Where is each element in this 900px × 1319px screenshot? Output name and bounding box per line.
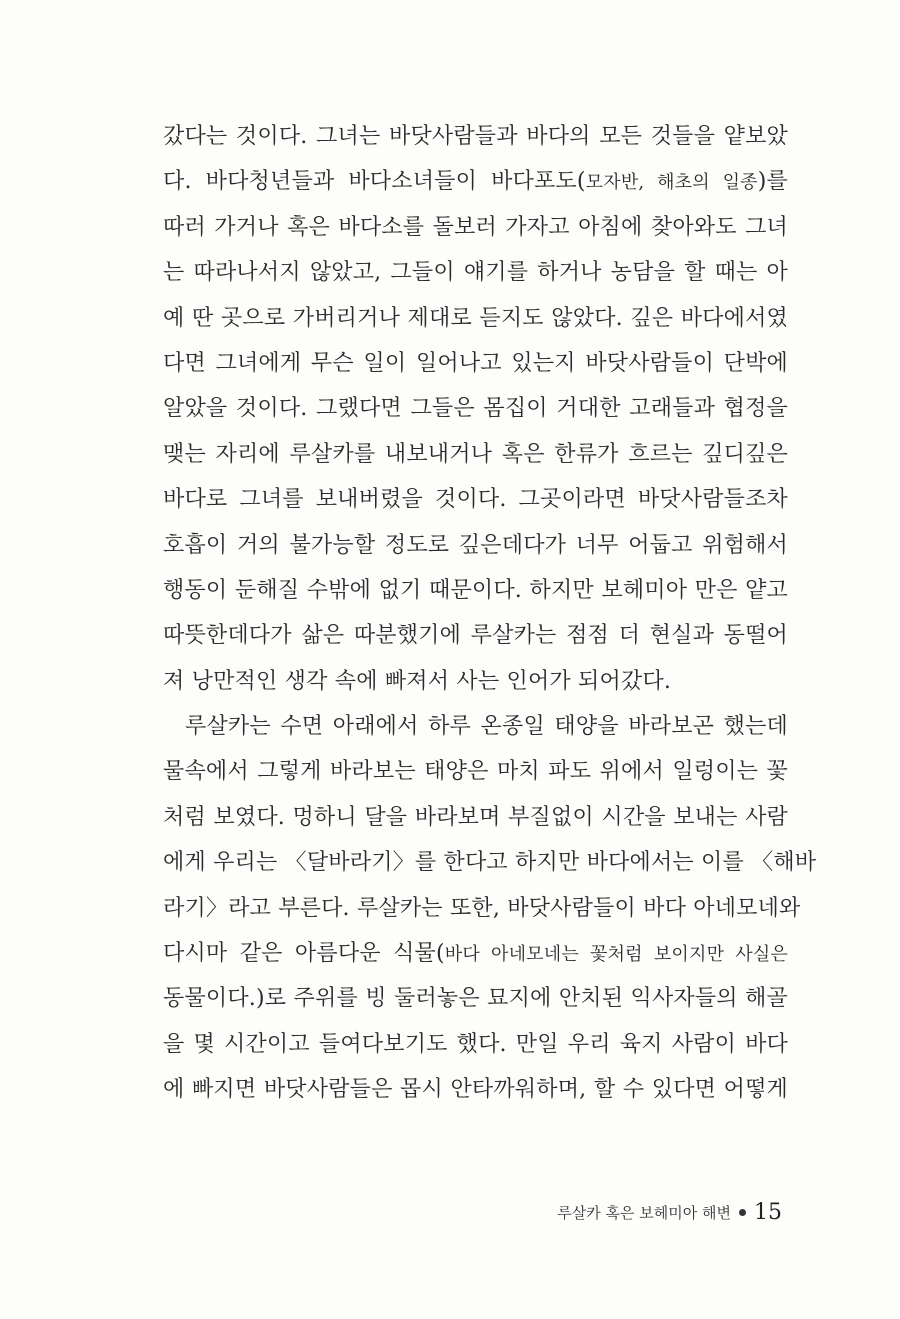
text-line: 물속에서 그렇게 바라보는 태양은 마치 파도 위에서 일렁이는 꽃 bbox=[163, 759, 788, 785]
text-line: 에 빠지면 바닷사람들은 몹시 안타까워하며, 할 수 있다면 어떻게 bbox=[163, 1077, 788, 1103]
text-line bbox=[163, 159, 788, 204]
text-line: 행동이 둔해질 수밖에 없기 때문이다. 하지만 보헤미아 만은 얕고 bbox=[163, 577, 788, 603]
text-line: 알았을 것이다. 그랬다면 그들은 몸집이 거대한 고래들과 협정을 bbox=[163, 396, 788, 422]
text-line: 루살카는 수면 아래에서 하루 온종일 태양을 바라보곤 했는데 bbox=[185, 714, 788, 740]
text-line: 따뜻한데다가 삶은 따분했기에 루살카는 점점 더 현실과 동떨어 bbox=[163, 623, 788, 649]
text-segment: 다. 바다청년들과 바다소녀들이 바다포도( bbox=[163, 169, 586, 195]
text-segment: 다시마 같은 아름다운 식물( bbox=[163, 941, 445, 967]
text-line: 바다로 그녀를 보내버렸을 것이다. 그곳이라면 바닷사람들조차 bbox=[163, 487, 788, 513]
text-line: 에게 우리는 〈달바라기〉를 한다고 하지만 바다에서는 이를 〈해바 bbox=[163, 850, 817, 876]
text-line: 는 따라나서지 않았고, 그들이 얘기를 하거나 농담을 할 때는 아 bbox=[163, 260, 788, 286]
bullet-dot-icon bbox=[739, 1209, 746, 1216]
page-number: 15 bbox=[754, 1200, 782, 1225]
text-line: 져 낭만적인 생각 속에 빠져서 사는 인어가 되어갔다. bbox=[163, 668, 672, 694]
page-footer bbox=[557, 1200, 782, 1225]
text-line: 예 딴 곳으로 가버리거나 제대로 듣지도 않았다. 깊은 바다에서였 bbox=[163, 305, 788, 331]
body-text bbox=[163, 114, 817, 1113]
parenthetical-note: 모자반, 해초의 일종 bbox=[585, 172, 758, 194]
text-line: 맺는 자리에 루살카를 내보내거나 혹은 한류가 흐르는 깊디깊은 bbox=[163, 441, 788, 467]
paragraph-1 bbox=[163, 114, 788, 704]
text-line: 처럼 보였다. 멍하니 달을 바라보며 부질없이 시간을 보내는 사람 bbox=[163, 804, 788, 830]
text-line: 동물이다.)로 주위를 빙 둘러놓은 묘지에 안치된 익사자들의 해골 bbox=[163, 986, 788, 1012]
running-title: 루살카 혹은 보헤미아 해변 bbox=[557, 1204, 731, 1222]
text-line: 갔다는 것이다. 그녀는 바닷사람들과 바다의 모든 것들을 얕보았 bbox=[163, 124, 788, 149]
text-line: 호흡이 거의 불가능할 정도로 깊은데다가 너무 어둡고 위험해서 bbox=[163, 532, 788, 558]
text-line: 따러 가거나 혹은 바다소를 돌보러 가자고 아침에 찾아와도 그녀 bbox=[163, 214, 788, 240]
paragraph-2 bbox=[163, 704, 817, 1113]
text-line bbox=[163, 931, 788, 976]
text-line: 을 몇 시간이고 들여다보기도 했다. 만일 우리 육지 사람이 바다 bbox=[163, 1031, 788, 1057]
text-segment: )를 bbox=[757, 169, 789, 195]
parenthetical-note: 바다 아네모네는 꽃처럼 보이지만 사실은 bbox=[444, 944, 789, 966]
text-line: 라기〉라고 부른다. 루살카는 또한, 바닷사람들이 바다 아네모네와 bbox=[163, 895, 801, 921]
text-line: 다면 그녀에게 무슨 일이 일어나고 있는지 바닷사람들이 단박에 bbox=[163, 350, 788, 376]
